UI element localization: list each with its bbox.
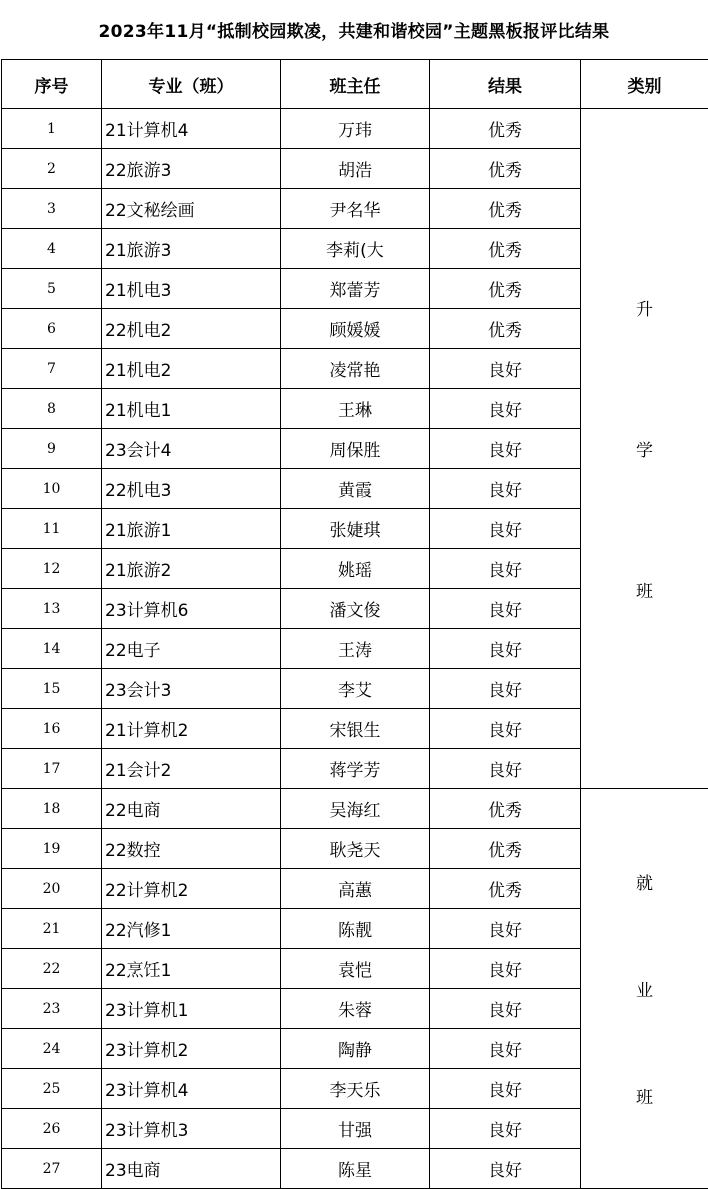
teacher-cell: 李莉(大 [281,229,430,269]
class-cell: 22计算机2 [102,869,281,909]
class-cell: 23电商 [102,1149,281,1189]
category-char: 升 [636,300,653,320]
teacher-cell: 郑蕾芳 [281,269,430,309]
teacher-cell: 宋银生 [281,709,430,749]
class-cell: 23计算机1 [102,989,281,1029]
result-cell: 优秀 [430,269,581,309]
result-cell: 良好 [430,629,581,669]
result-cell: 良好 [430,1149,581,1189]
category-char: 业 [636,981,653,1001]
result-cell: 良好 [430,989,581,1029]
class-cell: 22电子 [102,629,281,669]
teacher-cell: 黄霞 [281,469,430,509]
result-cell: 良好 [430,389,581,429]
seq-cell: 13 [2,589,102,629]
teacher-cell: 朱蓉 [281,989,430,1029]
header-result: 结果 [430,60,581,109]
result-cell: 良好 [430,1069,581,1109]
class-cell: 23会计3 [102,669,281,709]
result-cell: 良好 [430,1109,581,1149]
seq-cell: 16 [2,709,102,749]
class-cell: 21机电2 [102,349,281,389]
table-body [2,109,708,1189]
seq-cell: 26 [2,1109,102,1149]
seq-cell: 18 [2,789,102,829]
category-cell [581,109,708,789]
result-cell: 良好 [430,589,581,629]
category-char: 学 [636,441,653,461]
class-cell: 21会计2 [102,749,281,789]
seq-cell: 5 [2,269,102,309]
teacher-cell: 李艾 [281,669,430,709]
result-cell: 良好 [430,669,581,709]
teacher-cell: 耿尧天 [281,829,430,869]
result-cell: 良好 [430,469,581,509]
result-cell: 优秀 [430,309,581,349]
teacher-cell: 胡浩 [281,149,430,189]
seq-cell: 9 [2,429,102,469]
seq-cell: 23 [2,989,102,1029]
seq-cell: 14 [2,629,102,669]
result-cell: 优秀 [430,189,581,229]
result-cell: 良好 [430,949,581,989]
teacher-cell: 张婕琪 [281,509,430,549]
header-seq: 序号 [2,60,102,109]
seq-cell: 6 [2,309,102,349]
class-cell: 21机电1 [102,389,281,429]
result-cell: 良好 [430,1029,581,1069]
seq-cell: 11 [2,509,102,549]
teacher-cell: 甘强 [281,1109,430,1149]
category-char: 班 [636,582,653,602]
class-cell: 22机电3 [102,469,281,509]
class-cell: 23计算机2 [102,1029,281,1069]
seq-cell: 17 [2,749,102,789]
result-cell: 良好 [430,909,581,949]
seq-cell: 19 [2,829,102,869]
teacher-cell: 王琳 [281,389,430,429]
teacher-cell: 吴海红 [281,789,430,829]
header-teacher: 班主任 [281,60,430,109]
teacher-cell: 蒋学芳 [281,749,430,789]
seq-cell: 10 [2,469,102,509]
class-cell: 23会计4 [102,429,281,469]
page-title: 2023年11月“抵制校园欺凌，共建和谐校园”主题黑板报评比结果 [98,22,610,42]
class-cell: 22机电2 [102,309,281,349]
results-table [1,59,708,1189]
category-cell [581,789,708,1189]
class-cell: 21旅游3 [102,229,281,269]
class-cell: 21旅游2 [102,549,281,589]
class-cell: 22数控 [102,829,281,869]
teacher-cell: 凌常艳 [281,349,430,389]
class-cell: 23计算机6 [102,589,281,629]
seq-cell: 7 [2,349,102,389]
teacher-cell: 周保胜 [281,429,430,469]
seq-cell: 8 [2,389,102,429]
result-cell: 良好 [430,709,581,749]
seq-cell: 20 [2,869,102,909]
result-cell: 良好 [430,349,581,389]
result-cell: 良好 [430,549,581,589]
table-row [2,109,708,149]
seq-cell: 24 [2,1029,102,1069]
seq-cell: 2 [2,149,102,189]
class-cell: 22烹饪1 [102,949,281,989]
class-cell: 23计算机4 [102,1069,281,1109]
class-cell: 22汽修1 [102,909,281,949]
class-cell: 22电商 [102,789,281,829]
teacher-cell: 王涛 [281,629,430,669]
teacher-cell: 陈星 [281,1149,430,1189]
result-cell: 优秀 [430,869,581,909]
seq-cell: 25 [2,1069,102,1109]
teacher-cell: 高蕙 [281,869,430,909]
teacher-cell: 李天乐 [281,1069,430,1109]
seq-cell: 3 [2,189,102,229]
teacher-cell: 万玮 [281,109,430,149]
result-cell: 优秀 [430,149,581,189]
header-category: 类别 [581,60,708,109]
table-row [2,789,708,829]
class-cell: 21机电3 [102,269,281,309]
seq-cell: 21 [2,909,102,949]
result-cell: 优秀 [430,229,581,269]
class-cell: 22文秘绘画 [102,189,281,229]
result-cell: 优秀 [430,789,581,829]
seq-cell: 27 [2,1149,102,1189]
result-cell: 良好 [430,749,581,789]
teacher-cell: 尹名华 [281,189,430,229]
category-char: 班 [636,1088,653,1108]
result-cell: 良好 [430,429,581,469]
class-cell: 23计算机3 [102,1109,281,1149]
teacher-cell: 潘文俊 [281,589,430,629]
header-class: 专业（班） [102,60,281,109]
teacher-cell: 顾媛媛 [281,309,430,349]
class-cell: 21计算机2 [102,709,281,749]
result-cell: 优秀 [430,829,581,869]
header-row [2,60,708,109]
teacher-cell: 袁恺 [281,949,430,989]
seq-cell: 22 [2,949,102,989]
teacher-cell: 陈靓 [281,909,430,949]
class-cell: 21计算机4 [102,109,281,149]
seq-cell: 1 [2,109,102,149]
seq-cell: 4 [2,229,102,269]
class-cell: 21旅游1 [102,509,281,549]
category-char: 就 [636,874,653,894]
teacher-cell: 姚瑶 [281,549,430,589]
seq-cell: 12 [2,549,102,589]
result-cell: 良好 [430,509,581,549]
result-cell: 优秀 [430,109,581,149]
class-cell: 22旅游3 [102,149,281,189]
seq-cell: 15 [2,669,102,709]
teacher-cell: 陶静 [281,1029,430,1069]
